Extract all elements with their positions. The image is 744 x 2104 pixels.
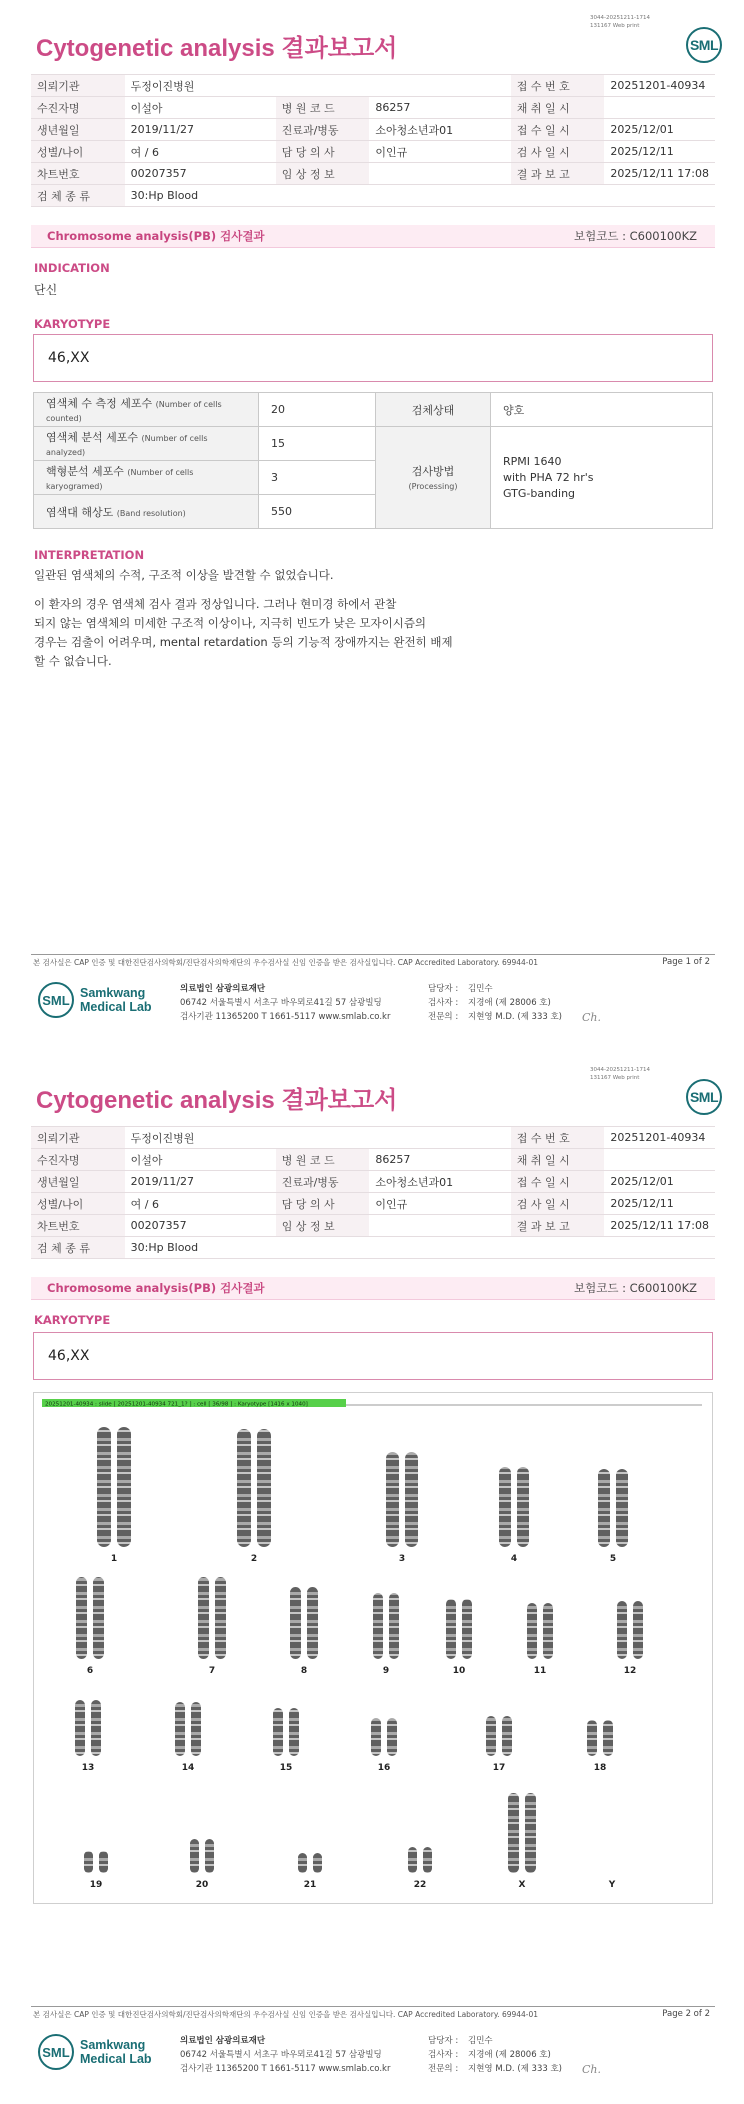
tested-value: 2025/12/11 [604,1193,715,1215]
clinical-value [369,1215,510,1237]
chromosome-4-1 [499,1467,511,1547]
chromosome-15-2 [289,1708,299,1756]
chromosome-label-7: 7 [208,1666,216,1676]
status-value: 양호 [491,393,713,427]
clinical-value [369,163,510,185]
chromosome-14-2 [191,1702,201,1756]
name-value: 이설아 [125,97,276,119]
page-number: Page 2 of 2 [662,2009,710,2019]
chromosome-label-20: 20 [195,1880,209,1890]
collection-label: 채 취 일 시 [511,97,605,119]
reported-value: 2025/12/11 17:08 [604,1215,715,1237]
doctor-label: 담 당 의 사 [276,141,370,163]
institution-value: 두정이진병원 [125,75,511,97]
chromosome-3-1 [386,1452,399,1547]
karyotype-value: 46,XX [48,1348,90,1364]
indication-heading: INDICATION [34,261,110,275]
band-label: 염색대 해상도 (Band resolution) [34,495,259,529]
chromosome-13-2 [91,1700,101,1756]
chromosome-label-8: 8 [300,1666,308,1676]
name-label: 수진자명 [31,97,125,119]
sml-logo: SML [686,27,722,63]
tested-label: 검 사 일 시 [511,1193,605,1215]
chromosome-15-1 [273,1708,283,1756]
chromosome-label-3: 3 [398,1554,406,1564]
chromosome-label-5: 5 [609,1554,617,1564]
chromosome-2-1 [237,1429,251,1547]
result-section-bar [31,225,715,248]
chart-value: 00207357 [125,163,276,185]
doctor-value: 이인규 [369,1193,510,1215]
chromosome-label-18: 18 [593,1763,607,1773]
chromosome-8-1 [290,1587,301,1659]
chromosome-label-13: 13 [81,1763,95,1773]
chromosome-6-2 [93,1577,104,1659]
footer-staff: 담당자 : 김민수 검사자 : 지경애 (제 28006 호) 전문의 : 지현영 M.D. (제 333 호) [428,984,563,1022]
specimen-no-value: 20251201-40934 [604,1127,715,1149]
chromosome-17-2 [502,1716,512,1756]
received-value: 2025/12/01 [604,1171,715,1193]
chromosome-11-1 [527,1603,537,1659]
chart-label: 차트번호 [31,163,125,185]
karyogram-banner: 20251201-40934 : slide [ 20251201-40934 721_1? ] : cell [ 36/98 ] : Karyotype [1416 x 1040] [45,1401,308,1408]
chromosome-18-1 [587,1720,597,1756]
chromosome-9-1 [373,1593,383,1659]
chromosome-21-1 [298,1853,307,1873]
chromosome-12-1 [617,1601,627,1659]
dept-label: 진료과/병동 [276,119,370,141]
insurance-code: 보험코드 : C600100KZ [574,229,697,243]
institution-value: 두정이진병원 [125,1127,511,1149]
chromosome-12-2 [633,1601,643,1659]
chart-label: 차트번호 [31,1215,125,1237]
method-label: 검사방법 (Processing) [376,427,491,529]
footer-brand: SML Samkwang Medical Lab [38,2034,152,2070]
karyogram-svg [34,1393,712,1903]
specimen-no-label: 접 수 번 호 [511,75,605,97]
received-value: 2025/12/01 [604,119,715,141]
clinical-label: 임 상 정 보 [276,1215,370,1237]
collection-label: 채 취 일 시 [511,1149,605,1171]
footer-divider [31,954,715,955]
chromosome-21-2 [313,1853,322,1873]
chromosome-11-2 [543,1603,553,1659]
doctor-value: 이인규 [369,141,510,163]
received-label: 접 수 일 시 [511,1171,605,1193]
name-value: 이설아 [125,1149,276,1171]
karyogramed-label: 핵형분석 세포수 (Number of cells karyogramed) [34,461,259,495]
result-section-title: Chromosome analysis(PB) 검사결과 [47,1281,265,1295]
chromosome-X-2 [525,1793,536,1873]
karyotype-heading: KARYOTYPE [34,317,111,331]
specimen-type-label: 검 체 종 류 [31,1237,125,1259]
chromosome-label-9: 9 [382,1666,390,1676]
chromosome-label-21: 21 [303,1880,317,1890]
chromosome-9-2 [389,1593,399,1659]
chromosome-7-1 [198,1577,209,1659]
chromosome-3-2 [405,1452,418,1547]
sml-logo: SML [686,1079,722,1115]
chromosome-label-4: 4 [510,1554,518,1564]
institution-label: 의뢰기관 [31,1127,125,1149]
chromosome-7-2 [215,1577,226,1659]
specimen-type-value: 30:Hp Blood [125,1237,715,1259]
chromosome-20-1 [190,1839,199,1873]
karyotype-value: 46,XX [48,350,90,366]
accreditation-note: 본 검사실은 CAP 인증 및 대한진단검사의학회/진단검사의학재단의 우수검사실 신임 인증을 받은 검사실입니다. CAP Accredited Laboratory. 69944-01 [33,2010,539,2019]
specimen-type-value: 30:Hp Blood [125,185,715,207]
chromosome-label-2: 2 [250,1554,258,1564]
specimen-no-value: 20251201-40934 [604,75,715,97]
karyotype-box [33,334,713,382]
sex-age-value: 여 / 6 [125,1193,276,1215]
chromosome-10-1 [446,1599,456,1659]
chromosome-16-1 [371,1718,381,1756]
chromosome-label-X: X [518,1880,526,1890]
institution-label: 의뢰기관 [31,75,125,97]
chromosome-label-Y: Y [608,1880,616,1890]
dept-value: 소아청소년과01 [369,1171,510,1193]
hospital-code-label: 병 원 코 드 [276,97,370,119]
chromosome-label-15: 15 [279,1763,293,1773]
result-section-bar [31,1277,715,1300]
chromosome-18-2 [603,1720,613,1756]
chromosome-label-6: 6 [86,1666,94,1676]
dept-label: 진료과/병동 [276,1171,370,1193]
band-value: 550 [259,495,376,529]
tested-label: 검 사 일 시 [511,141,605,163]
chromosome-label-12: 12 [623,1666,637,1676]
chromosome-label-16: 16 [377,1763,391,1773]
footer-brand: SML Samkwang Medical Lab [38,982,152,1018]
report-title: Cytogenetic analysis 결과보고서 [36,1087,398,1114]
chromosome-label-1: 1 [110,1554,118,1564]
chromosome-22-1 [408,1847,417,1873]
karyogramed-value: 3 [259,461,376,495]
indication-text: 단신 [34,283,58,297]
chromosome-19-1 [84,1851,93,1873]
document-code: 3044-20251211-1714 131167 Web print [590,15,650,29]
counted-label: 염색체 수 측정 세포수 (Number of cells counted) [34,393,259,427]
hospital-code-value: 86257 [369,1149,510,1171]
chromosome-19-2 [99,1851,108,1873]
karyotype-box [33,1332,713,1380]
chromosome-1-1 [97,1427,111,1547]
chart-value: 00207357 [125,1215,276,1237]
chromosome-5-1 [598,1469,610,1547]
sex-age-label: 성별/나이 [31,141,125,163]
chromosome-label-11: 11 [533,1666,547,1676]
chromosome-label-14: 14 [181,1763,195,1773]
chromosome-20-2 [205,1839,214,1873]
clinical-label: 임 상 정 보 [276,163,370,185]
reported-label: 결 과 보 고 [511,1215,605,1237]
hospital-code-value: 86257 [369,97,510,119]
counted-value: 20 [259,393,376,427]
signature: Ch. [582,2063,601,2076]
accreditation-note: 본 검사실은 CAP 인증 및 대한진단검사의학회/진단검사의학재단의 우수검사실 신임 인증을 받은 검사실입니다. CAP Accredited Laboratory. 69944-01 [33,958,539,967]
signature: Ch. [582,1011,601,1024]
chromosome-14-1 [175,1702,185,1756]
reported-label: 결 과 보 고 [511,163,605,185]
tested-value: 2025/12/11 [604,141,715,163]
insurance-code: 보험코드 : C600100KZ [574,1281,697,1295]
dob-value: 2019/11/27 [125,119,276,141]
chromosome-label-19: 19 [89,1880,103,1890]
chromosome-4-2 [517,1467,529,1547]
chromosome-22-2 [423,1847,432,1873]
chromosome-16-2 [387,1718,397,1756]
footer-divider [31,2006,715,2007]
chromosome-5-2 [616,1469,628,1547]
collection-value [604,97,715,119]
analyzed-value: 15 [259,427,376,461]
collection-value [604,1149,715,1171]
chromosome-13-1 [75,1700,85,1756]
chromosome-X-1 [508,1793,519,1873]
karyogram-image [33,1392,713,1904]
dept-value: 소아청소년과01 [369,119,510,141]
patient-info-table [31,74,715,207]
chromosome-10-2 [462,1599,472,1659]
patient-info-table [31,1126,715,1259]
chromosome-label-22: 22 [413,1880,427,1890]
interpretation-text: 일관된 염색체의 수적, 구조적 이상을 발견할 수 없었습니다. 이 환자의 경우 염색체 검사 결과 정상입니다. 그러나 현미경 하에서 관찰 되지 않는 염색체의 미세한 구조적 이상이나, 지극히 빈도가 낮은 모자이시즘의 경우는 검출이 어려우며, mental retardation 등의 기능적 장애까지는 완전히 배제 할 수 없습니다. [34,568,453,668]
karyotype-heading: KARYOTYPE [34,1313,111,1327]
interpretation-heading: INTERPRETATION [34,548,145,562]
name-label: 수진자명 [31,1149,125,1171]
chromosome-6-1 [76,1577,87,1659]
status-label: 검체상태 [376,393,491,427]
chromosome-8-2 [307,1587,318,1659]
specimen-type-label: 검 체 종 류 [31,185,125,207]
reported-value: 2025/12/11 17:08 [604,163,715,185]
received-label: 접 수 일 시 [511,119,605,141]
chromosome-1-2 [117,1427,131,1547]
dob-value: 2019/11/27 [125,1171,276,1193]
cell-count-table [33,392,713,529]
document-code: 3044-20251211-1714 131167 Web print [590,1067,650,1081]
chromosome-label-10: 10 [452,1666,466,1676]
chromosome-17-1 [486,1716,496,1756]
sex-age-label: 성별/나이 [31,1193,125,1215]
report-title: Cytogenetic analysis 결과보고서 [36,35,398,62]
dob-label: 생년월일 [31,119,125,141]
result-section-title: Chromosome analysis(PB) 검사결과 [47,229,265,243]
chromosome-2-2 [257,1429,271,1547]
footer-address: 의료법인 삼광의료재단 06742 서울특별시 서초구 바우뫼로41길 57 삼광빌딩 검사기관 11365200 T 1661-5117 www.smlab.co.kr [180,984,391,1022]
dob-label: 생년월일 [31,1171,125,1193]
chromosome-label-17: 17 [492,1763,506,1773]
sml-logo-footer: SML [38,2034,74,2070]
sex-age-value: 여 / 6 [125,141,276,163]
specimen-no-label: 접 수 번 호 [511,1127,605,1149]
footer-staff: 담당자 : 김민수 검사자 : 지경애 (제 28006 호) 전문의 : 지현영 M.D. (제 333 호) [428,2036,563,2074]
hospital-code-label: 병 원 코 드 [276,1149,370,1171]
sml-logo-footer: SML [38,982,74,1018]
page-number: Page 1 of 2 [662,957,710,967]
analyzed-label: 염색체 분석 세포수 (Number of cells analyzed) [34,427,259,461]
method-value: RPMI 1640 with PHA 72 hr's GTG-banding [491,427,713,529]
doctor-label: 담 당 의 사 [276,1193,370,1215]
footer-address: 의료법인 삼광의료재단 06742 서울특별시 서초구 바우뫼로41길 57 삼광빌딩 검사기관 11365200 T 1661-5117 www.smlab.co.kr [180,2036,391,2074]
